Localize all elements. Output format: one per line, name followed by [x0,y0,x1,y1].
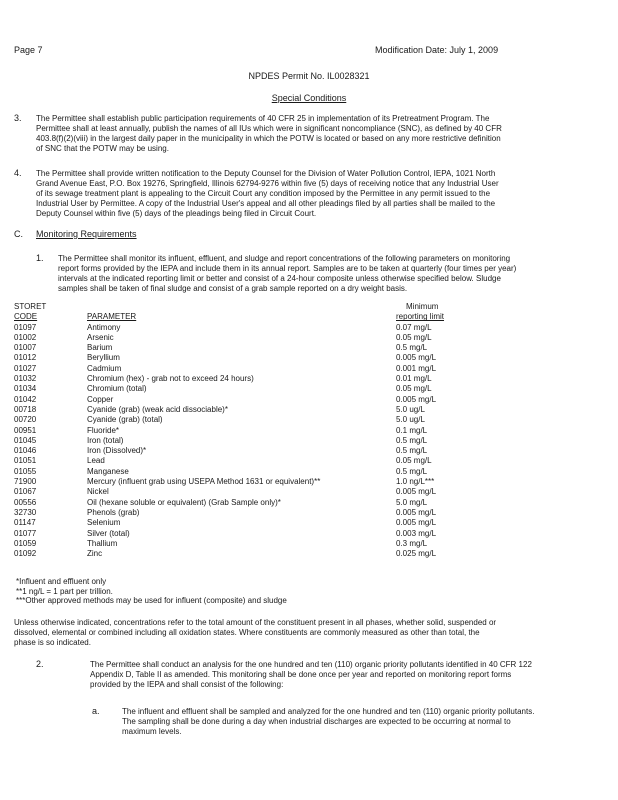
parameter-name: Copper [87,394,114,404]
table-row [14,374,574,384]
paragraph-line: Appendix D, Table II as amended. This monitoring shall be done once per year and reported on monitoring report forms [90,670,512,679]
table-row [14,529,574,539]
paragraph-line: Grand Avenue East, P.O. Box 19276, Springfield, Illinois 62794-9276 within five (5) days of receiving notice that any Industrial User [36,179,499,188]
storet-code: 01077 [14,528,37,538]
table-row [14,343,574,353]
paragraph-line: maximum levels. [122,727,182,736]
reporting-limit: 0.01 mg/L [396,374,432,384]
table-row [14,353,574,363]
storet-code: 01067 [14,487,37,497]
paragraph-line: The Permittee shall monitor its influent, effluent, and sludge and report concentrations of the following parameters on monitoring [58,254,511,263]
parameter-name: Silver (total) [87,528,130,538]
modification-date: Modification Date: July 1, 2009 [375,45,499,55]
reporting-limit: 0.005 mg/L [396,394,437,404]
paragraph-line: intervals at the indicated reporting limit or better and consist of a 24-hour composite unless otherwise specified below. Sludge [58,274,501,283]
reporting-limit: 0.1 mg/L [396,425,428,435]
parameter-name: Manganese [87,466,129,476]
reporting-limit: 0.003 mg/L [396,528,437,538]
paragraph-concentrations [14,618,606,648]
table-row [14,467,574,477]
paragraph-item-4 [36,169,606,219]
reporting-limit: 0.5 mg/L [396,435,428,445]
parameter-name: Arsenic [87,332,114,342]
paragraph-line: of its sewage treatment plant is appealing to the Circuit Court any condition imposed by the Permittee in any permit issued to the [36,189,491,198]
storet-code: 01027 [14,363,37,373]
parameter-name: Thallium [87,538,118,548]
parameter-name: Chromium (total) [87,384,147,394]
table-row [14,549,574,559]
parameter-name: Cyanide (grab) (total) [87,415,163,425]
table-header-top [14,302,574,312]
reporting-limit-header: reporting limit [396,312,445,322]
reporting-limit: 0.005 mg/L [396,487,437,497]
paragraph-line: report forms provided by the IEPA and include them in its annual report. Samples are to be taken at quarterly (four times per year) [58,264,517,273]
table-row [14,436,574,446]
parameter-name: Lead [87,456,105,466]
parameter-name: Antimony [87,322,121,332]
table-row [14,508,574,518]
paragraph-line: Unless otherwise indicated, concentrations refer to the total amount of the constituent present in all phases, whether solid, suspended or [14,618,497,627]
reporting-limit: 5.0 mg/L [396,497,428,507]
table-header-bottom [14,312,574,322]
note: ***Other approved methods may be used for influent (composite) and sludge [16,596,287,605]
paragraph-line: of SNC that the POTW may be using. [36,144,169,153]
storet-code: 01059 [14,538,37,548]
section-heading: Monitoring Requirements [36,229,137,239]
table-row [14,323,574,333]
parameter-name: Zinc [87,549,103,559]
paragraph-line: The Permittee shall conduct an analysis for the one hundred and ten (110) organic priority pollutants identified in 40 CFR 122 [90,660,532,669]
reporting-limit: 5.0 ug/L [396,404,425,414]
reporting-limit: 0.05 mg/L [396,332,432,342]
parameter-name: Cyanide (grab) (weak acid dissociable)* [87,404,228,414]
parameter-name: Nickel [87,487,109,497]
table-notes [16,577,287,606]
table-row [14,477,574,487]
permit-number: NPDES Permit No. IL0028321 [248,71,370,81]
storet-code: 01042 [14,394,37,404]
storet-code: 71900 [14,477,37,487]
table-row [14,333,574,343]
reporting-limit: 0.05 mg/L [396,384,432,394]
storet-code: 01051 [14,456,37,466]
reporting-limit: 1.0 ng/L*** [396,477,435,487]
code-header: CODE [14,312,38,322]
paragraph-line: 403.8(f)(2)(viii) in the largest daily paper in the municipality in which the POTW is located or based on any more restrictive definition [36,134,501,143]
reporting-limit: 5.0 ug/L [396,415,425,425]
table-row [14,539,574,549]
storet-code: 00720 [14,415,37,425]
paragraph-organic-analysis [90,660,606,690]
paragraph-line: Industrial User by Permittee. A copy of the Industrial User's appeal and all other pleadings filed by all parties shall be mailed to the [36,199,496,208]
reporting-limit: 0.5 mg/L [396,466,428,476]
storet-code: 01097 [14,322,37,332]
reporting-limit: 0.005 mg/L [396,518,437,528]
page-number: Page 7 [14,45,43,55]
storet-code: 00556 [14,497,37,507]
storet-code: 01147 [14,518,36,528]
parameter-name: Oil (hexane soluble or equivalent) (Grab Sample only)* [87,497,281,507]
parameter-table [14,302,574,559]
reporting-limit: 0.5 mg/L [396,343,428,353]
parameter-name: Fluoride* [87,425,120,435]
paragraph-line: The Permittee shall provide written notification to the Deputy Counsel for the Division of Water Pollution Control, IEPA, 1021 North [36,169,496,178]
storet-code: 00951 [14,425,37,435]
table-row [14,487,574,497]
item-number: 3. [14,113,22,123]
paragraph-line: phase is so indicated. [14,638,91,647]
special-conditions-heading: Special Conditions [271,93,347,103]
parameter-name: Selenium [87,518,121,528]
paragraph-sampling [122,707,606,737]
reporting-limit: 0.025 mg/L [396,549,437,559]
note: *Influent and effluent only [16,577,107,586]
storet-code: 01007 [14,343,37,353]
table-row [14,405,574,415]
note: **1 ng/L = 1 part per trillion. [16,586,113,596]
storet-code: 01034 [14,384,37,394]
storet-code: 32730 [14,507,37,517]
table-row [14,395,574,405]
paragraph-line: dissolved, elemental or combined including all oxidation states. Where constituents are commonly measured as other than total, the [14,628,480,637]
paragraph-line: The Permittee shall establish public participation requirements of 40 CFR 25 in implementation of its Pretreatment Program. The [36,114,490,123]
minimum-header: Minimum [406,302,439,311]
reporting-limit: 0.07 mg/L [396,322,432,332]
table-row [14,415,574,425]
table-row [14,446,574,456]
paragraph-line: The influent and effluent shall be sampled and analyzed for the one hundred and ten (110) organic priority pollutants. [122,707,535,716]
reporting-limit: 0.5 mg/L [396,446,428,456]
paragraph-line: samples shall be taken of final sludge and consist of a grab sample reported on a dry weight basis. [58,284,408,293]
item-number: 4. [14,168,22,178]
reporting-limit: 0.005 mg/L [396,353,437,363]
table-row [14,426,574,436]
table-row [14,364,574,374]
reporting-limit: 0.005 mg/L [396,507,437,517]
storet-code: 01092 [14,549,37,559]
table-row [14,498,574,508]
paragraph-line: Permittee shall at least annually, publish the names of all IUs which were in significant noncompliance (SNC), as defined by 40 CFR [36,124,502,133]
table-row [14,518,574,528]
paragraph-line: provided by the IEPA and shall consist of the following: [90,680,284,689]
table-row [14,456,574,466]
storet-code: 01045 [14,435,37,445]
paragraph-monitoring [58,254,606,294]
parameter-name: Beryllium [87,353,120,363]
table-row [14,384,574,394]
storet-code: 00718 [14,404,37,414]
storet-code: 01002 [14,332,37,342]
storet-code: 01032 [14,374,37,384]
storet-code: 01012 [14,353,37,363]
subitem-letter: a. [92,706,100,716]
item-number: 2. [36,659,44,669]
parameter-name: Iron (Dissolved)* [87,446,147,456]
reporting-limit: 0.05 mg/L [396,456,432,466]
storet-code: 01046 [14,446,37,456]
reporting-limit: 0.3 mg/L [396,538,428,548]
item-number: 1. [36,253,44,263]
storet-code: 01055 [14,466,37,476]
section-letter: C. [14,229,23,239]
parameter-name: Phenols (grab) [87,507,140,517]
parameter-name: Mercury (influent grab using USEPA Method 1631 or equivalent)** [87,477,321,487]
parameter-name: Cadmium [87,363,122,373]
paragraph-item-3 [36,114,606,154]
parameter-header: PARAMETER [87,312,137,322]
reporting-limit: 0.001 mg/L [396,363,437,373]
paragraph-line: The sampling shall be done during a day when industrial discharges are expected to be occurring at normal to [122,717,511,726]
parameter-name: Iron (total) [87,435,124,445]
table-body [14,323,574,560]
parameter-name: Barium [87,343,113,353]
storet-header: STORET [14,302,47,311]
parameter-name: Chromium (hex) - grab not to exceed 24 hours) [87,374,254,384]
paragraph-line: Deputy Counsel within five (5) days of the pleadings being filed in Circuit Court. [36,209,317,218]
